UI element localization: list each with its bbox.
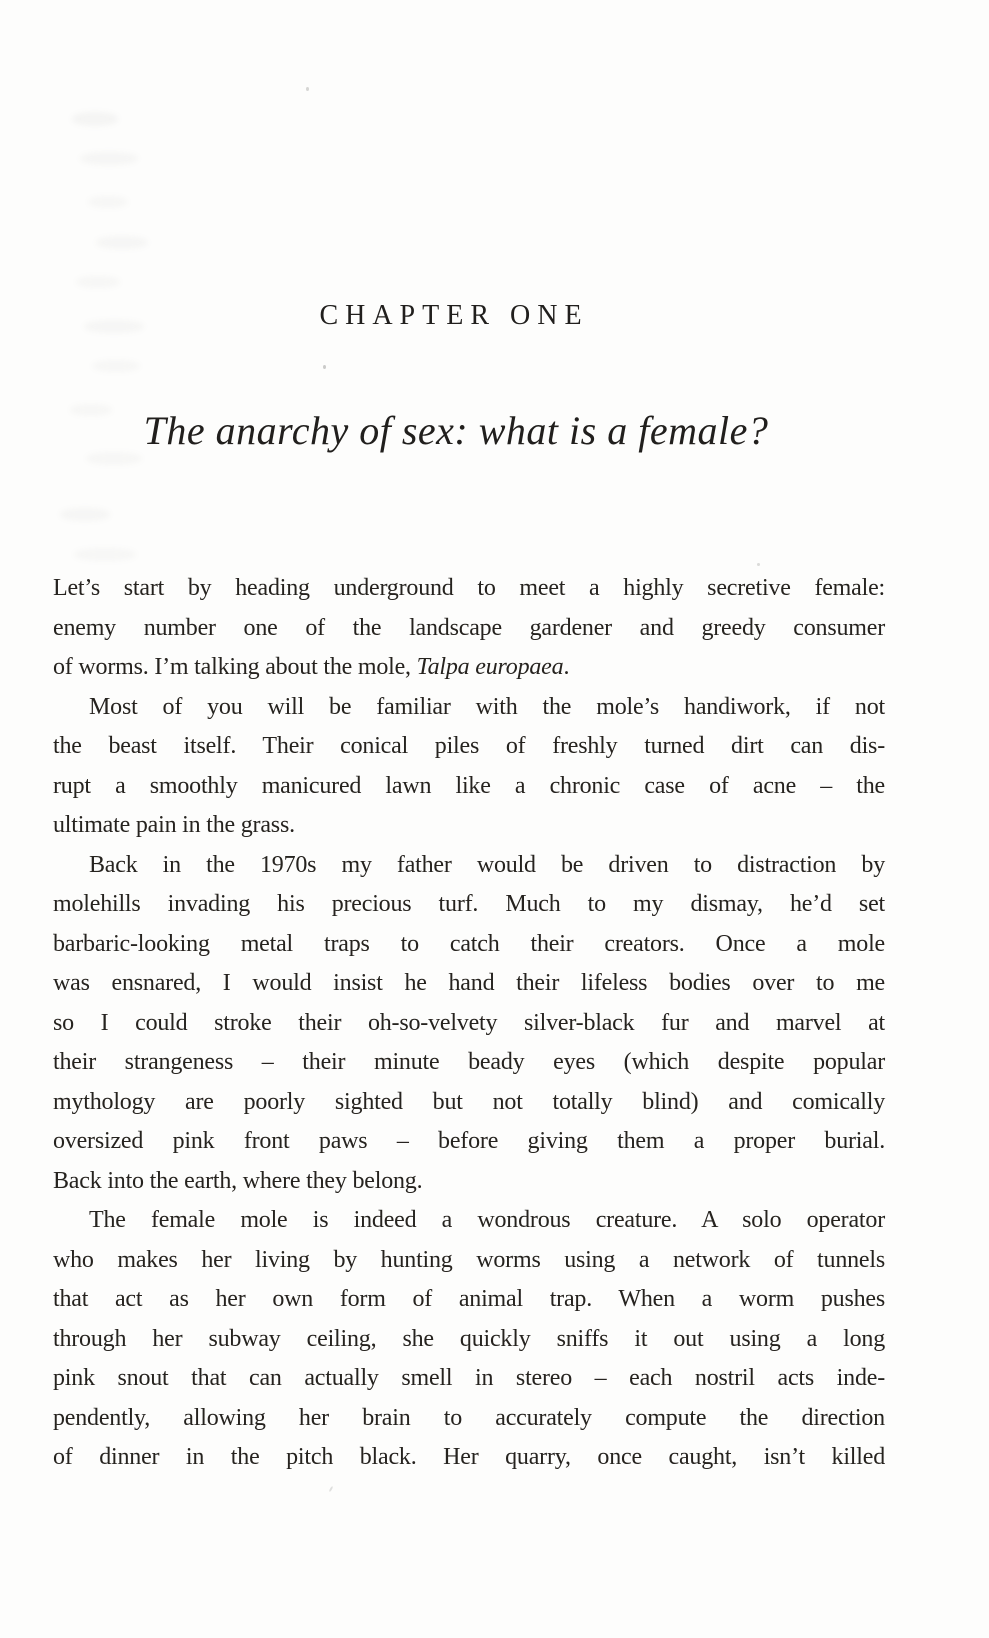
chapter-heading: CHAPTER ONE	[319, 300, 589, 331]
text-line	[53, 1241, 885, 1281]
text-segment: Let’s start by heading underground to meet a highly secretive female:	[53, 575, 885, 601]
text-line	[53, 1201, 885, 1241]
scan-ghost-mark	[74, 548, 136, 561]
text-line	[53, 1083, 885, 1123]
text-line	[53, 688, 885, 728]
text-line	[53, 1359, 885, 1399]
text-segment: pink snout that can actually smell in stereo – each nostril acts inde-	[53, 1365, 885, 1391]
text-segment: the beast itself. Their conical piles of freshly turned dirt can dis-	[53, 733, 885, 759]
text-line	[53, 846, 885, 886]
text-line	[53, 1399, 885, 1439]
text-line	[53, 1280, 885, 1320]
text-line	[53, 767, 885, 807]
text-segment: who makes her living by hunting worms using a network of tunnels	[53, 1246, 885, 1273]
scan-speck	[757, 563, 760, 566]
text-segment: Back into the earth, where they belong.	[53, 1167, 423, 1194]
text-line	[53, 1122, 885, 1162]
text-line	[53, 609, 885, 649]
text-line	[53, 569, 885, 609]
text-segment: pendently, allowing her brain to accurately compute the direction	[53, 1404, 885, 1431]
text-line	[53, 1438, 885, 1478]
text-segment: barbaric-looking metal traps to catch their creators. Once a mole	[53, 930, 885, 957]
text-segment: their strangeness – their minute beady eyes (which despite popular	[53, 1049, 885, 1075]
text-segment: mythology are poorly sighted but not totally blind) and comically	[53, 1088, 885, 1115]
text-line	[53, 964, 885, 1004]
scan-ghost-mark	[80, 152, 138, 165]
text-segment: that act as her own form of animal trap. When a worm pushes	[53, 1286, 885, 1312]
text-segment: molehills invading his precious turf. Much to my dismay, he’d set	[53, 891, 885, 917]
text-line	[53, 1004, 885, 1044]
scan-speck	[329, 1486, 334, 1492]
text-segment: enemy number one of the landscape gardener and greedy consumer	[53, 614, 885, 641]
text-segment: was ensnared, I would insist he hand their lifeless bodies over to me	[53, 970, 885, 996]
text-line	[53, 1320, 885, 1360]
text-line	[53, 925, 885, 965]
text-segment: rupt a smoothly manicured lawn like a chronic case of acne – the	[53, 772, 885, 799]
text-line	[53, 1162, 885, 1202]
scan-ghost-mark	[60, 508, 110, 521]
text-segment: of dinner in the pitch black. Her quarry, once caught, isn’t killed	[53, 1444, 885, 1470]
text-segment: Most of you will be familiar with the mole’s handiwork, if not	[89, 693, 885, 720]
text-line	[53, 885, 885, 925]
text-segment: ultimate pain in the grass.	[53, 812, 295, 838]
text-segment: of worms. I’m talking about the mole,	[53, 654, 417, 680]
text-line	[53, 806, 885, 846]
text-segment: .	[563, 654, 570, 680]
text-segment: The female mole is indeed a wondrous creature. A solo operator	[89, 1207, 885, 1233]
text-segment: Back in the 1970s my father would be driven to distraction by	[89, 851, 885, 878]
body-text	[53, 569, 885, 1478]
scan-ghost-mark	[88, 196, 128, 208]
text-segment: oversized pink front paws – before giving them a proper burial.	[53, 1128, 885, 1154]
chapter-title: The anarchy of sex: what is a female?	[143, 408, 769, 453]
species-name-italic: Talpa europaea	[416, 654, 564, 680]
text-segment: so I could stroke their oh-so-velvety silver-black fur and marvel at	[53, 1009, 885, 1036]
text-line	[53, 1043, 885, 1083]
text-line	[53, 648, 885, 688]
scan-ghost-mark	[96, 236, 148, 249]
text-segment: through her subway ceiling, she quickly sniffs it out using a long	[53, 1325, 885, 1352]
scan-ghost-mark	[92, 360, 140, 372]
scan-ghost-mark	[72, 112, 118, 126]
scan-ghost-mark	[76, 276, 120, 288]
scan-speck	[323, 365, 326, 369]
text-line	[53, 727, 885, 767]
scan-speck	[306, 87, 309, 91]
